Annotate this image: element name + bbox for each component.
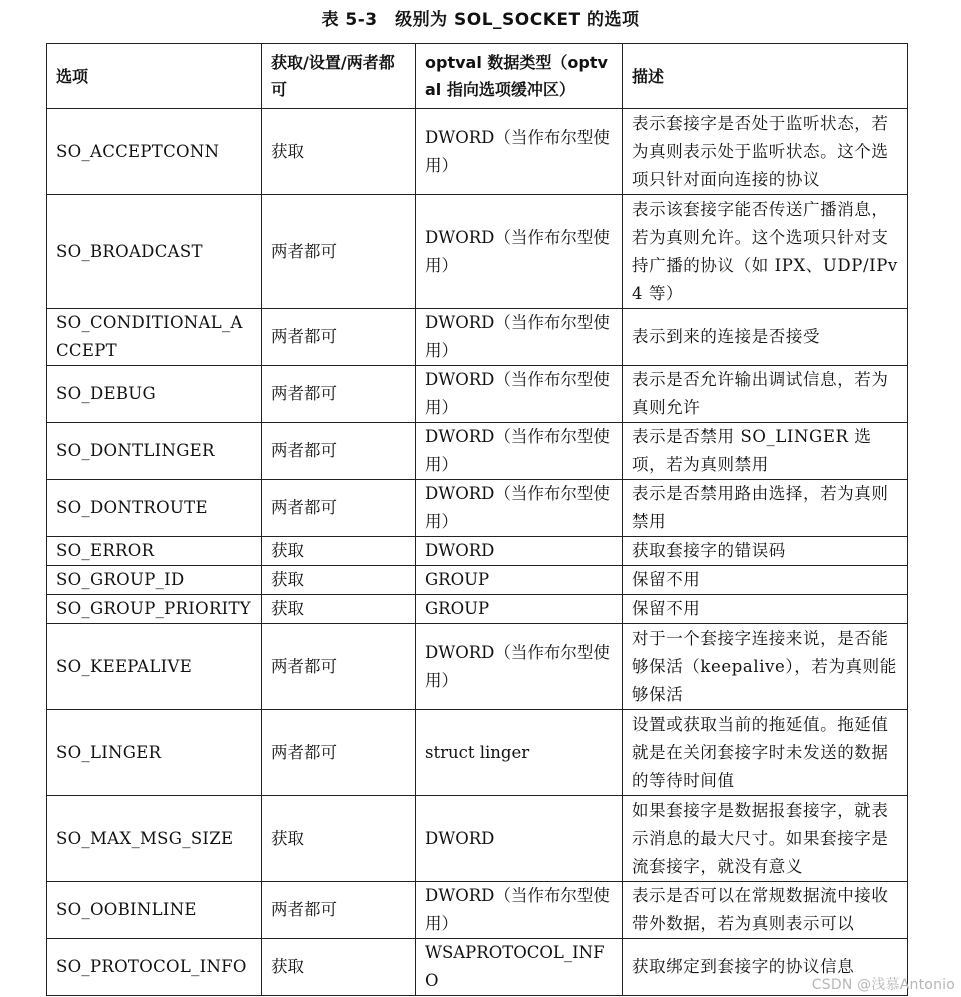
option-name: SO_CONDITIONAL_ACCEPT	[47, 309, 262, 366]
header-type: optval 数据类型（optval 指向选项缓冲区）	[416, 44, 623, 109]
option-access: 获取	[262, 109, 416, 195]
option-name: SO_DEBUG	[47, 366, 262, 423]
option-name: SO_GROUP_ID	[47, 566, 262, 595]
options-table	[46, 43, 908, 996]
option-desc: 保留不用	[623, 595, 908, 624]
table-row	[47, 882, 908, 939]
option-name: SO_LINGER	[47, 710, 262, 796]
option-desc: 如果套接字是数据报套接字，就表示消息的最大尺寸。如果套接字是流套接字，就没有意义	[623, 796, 908, 882]
option-name: SO_DONTLINGER	[47, 423, 262, 480]
table-row	[47, 796, 908, 882]
option-access: 两者都可	[262, 309, 416, 366]
option-access: 获取	[262, 595, 416, 624]
table-row	[47, 566, 908, 595]
table-row	[47, 480, 908, 537]
option-name: SO_ERROR	[47, 537, 262, 566]
option-access: 获取	[262, 566, 416, 595]
table-row	[47, 309, 908, 366]
option-desc: 获取套接字的错误码	[623, 537, 908, 566]
table-row	[47, 595, 908, 624]
option-access: 两者都可	[262, 423, 416, 480]
table-row	[47, 939, 908, 996]
table-row	[47, 195, 908, 309]
table-row	[47, 423, 908, 480]
option-type: GROUP	[416, 566, 623, 595]
option-access: 两者都可	[262, 624, 416, 710]
option-type: DWORD	[416, 537, 623, 566]
option-access: 获取	[262, 939, 416, 996]
option-type: DWORD（当作布尔型使用）	[416, 195, 623, 309]
option-access: 两者都可	[262, 366, 416, 423]
option-desc: 设置或获取当前的拖延值。拖延值就是在关闭套接字时未发送的数据的等待时间值	[623, 710, 908, 796]
option-access: 获取	[262, 796, 416, 882]
header-option: 选项	[47, 44, 262, 109]
table-row	[47, 537, 908, 566]
table-row	[47, 109, 908, 195]
option-access: 两者都可	[262, 882, 416, 939]
option-type: DWORD（当作布尔型使用）	[416, 423, 623, 480]
option-type: GROUP	[416, 595, 623, 624]
option-type: DWORD	[416, 796, 623, 882]
option-desc: 表示套接字是否处于监听状态，若为真则表示处于监听状态。这个选项只针对面向连接的协议	[623, 109, 908, 195]
option-name: SO_MAX_MSG_SIZE	[47, 796, 262, 882]
option-desc: 表示是否可以在常规数据流中接收带外数据，若为真则表示可以	[623, 882, 908, 939]
option-name: SO_ACCEPTCONN	[47, 109, 262, 195]
table-row	[47, 624, 908, 710]
option-name: SO_PROTOCOL_INFO	[47, 939, 262, 996]
option-desc: 保留不用	[623, 566, 908, 595]
option-desc: 表示是否允许输出调试信息，若为真则允许	[623, 366, 908, 423]
option-type: DWORD（当作布尔型使用）	[416, 309, 623, 366]
table-row	[47, 366, 908, 423]
option-name: SO_GROUP_PRIORITY	[47, 595, 262, 624]
option-access: 两者都可	[262, 195, 416, 309]
table-row	[47, 710, 908, 796]
header-access: 获取/设置/两者都可	[262, 44, 416, 109]
option-name: SO_OOBINLINE	[47, 882, 262, 939]
watermark: CSDN @浅慕Antonio	[811, 977, 955, 993]
option-type: DWORD（当作布尔型使用）	[416, 882, 623, 939]
option-desc: 对于一个套接字连接来说，是否能够保活（keepalive），若为真则能够保活	[623, 624, 908, 710]
option-desc: 表示到来的连接是否接受	[623, 309, 908, 366]
option-type: struct linger	[416, 710, 623, 796]
option-desc: 获取绑定到套接字的协议信息	[623, 939, 908, 996]
option-type: DWORD（当作布尔型使用）	[416, 624, 623, 710]
option-desc: 表示是否禁用 SO_LINGER 选项，若为真则禁用	[623, 423, 908, 480]
option-access: 获取	[262, 537, 416, 566]
option-access: 两者都可	[262, 480, 416, 537]
option-type: WSAPROTOCOL_INFO	[416, 939, 623, 996]
header-desc: 描述	[623, 44, 908, 109]
header-row	[47, 44, 908, 109]
option-name: SO_DONTROUTE	[47, 480, 262, 537]
option-access: 两者都可	[262, 710, 416, 796]
table-caption: 表 5-3 级别为 SOL_SOCKET 的选项	[321, 10, 640, 30]
option-desc: 表示该套接字能否传送广播消息，若为真则允许。这个选项只针对支持广播的协议（如 IPX、UDP/IPv4 等）	[623, 195, 908, 309]
option-name: SO_BROADCAST	[47, 195, 262, 309]
option-type: DWORD（当作布尔型使用）	[416, 109, 623, 195]
option-type: DWORD（当作布尔型使用）	[416, 366, 623, 423]
option-type: DWORD（当作布尔型使用）	[416, 480, 623, 537]
option-name: SO_KEEPALIVE	[47, 624, 262, 710]
option-desc: 表示是否禁用路由选择，若为真则禁用	[623, 480, 908, 537]
